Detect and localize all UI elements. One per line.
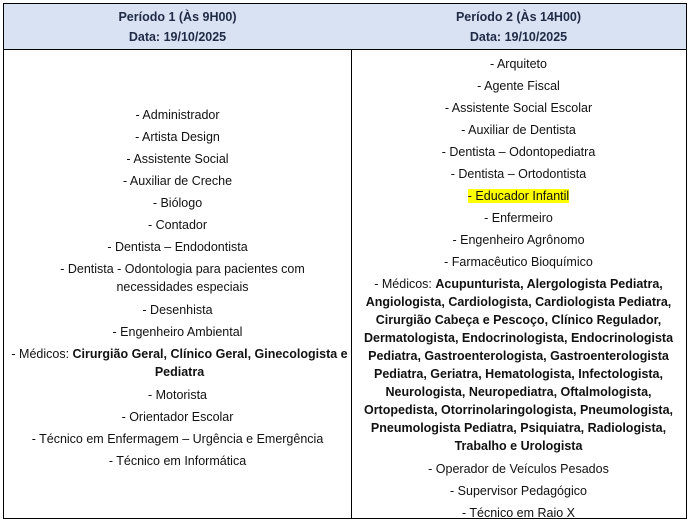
list-item: - Auxiliar de Creche [122,174,233,188]
period-2-list [351,50,686,518]
list-item: - Artista Design [135,130,220,144]
period-2-column [351,4,686,518]
list-item-highlighted [355,187,682,205]
list-item: - Agente Fiscal [477,79,560,93]
list-item: - Enfermeiro [484,211,553,225]
list-item: - Engenheiro Agrônomo [452,233,585,247]
list-item: - Técnico em Enfermagem – Urgência e Emergência [31,432,324,446]
medicos-item [10,345,349,381]
list-item: - Assistente Social [126,152,229,166]
list-item: - Operador de Veículos Pesados [428,462,609,476]
list-item: - Dentista - Odontologia para pacientes com necessidades especiais [60,262,305,294]
list-item: - Técnico em Informática [108,454,247,468]
list-item: - Motorista [147,388,208,402]
list-item: - Arquiteto [490,57,547,71]
list-item: - Dentista – Endodontista [107,240,248,254]
period-2-title: Período 2 (Às 14H00) [455,10,582,24]
period-1-list [4,50,351,518]
period-1-column [4,4,352,518]
list-item: - Biólogo [152,196,203,210]
list-item: - Farmacêutico Bioquímico [444,255,593,269]
highlighted-text: - Educador Infantil [467,189,570,203]
list-item: - Assistente Social Escolar [444,101,593,115]
list-item: - Técnico em Raio X [461,506,575,520]
list-item: - Auxiliar de Dentista [461,123,576,137]
list-item: - Administrador [135,108,220,122]
list-item: - Supervisor Pedagógico [450,484,587,498]
medicos-specialties: Acupunturista, Alergologista Pediatra, Angiologista, Cardiologista, Cardiologista Pediatra, Cirurgião Cabeça e Pescoço, Clínico Regulador, Dermatologista, Endocrinologista, Endocrinologista Pediatra, Gastroenterologista, Gastroenterologista Pediatra, Geriatra, Hematologista, Infectologista, Neurologista, Neuropediatra, Oftalmologista, Ortopedista, Otorrinolaringologista, Pneumologista, Pneumologista Pediatra, Psiquiatra, Radiologista, Trabalho e Urologista [363,277,674,453]
period-1-header [4,4,351,50]
list-item: - Desenhista [142,303,213,317]
list-item: - Engenheiro Ambiental [112,325,243,339]
period-2-date: Data: 19/10/2025 [469,30,568,44]
list-item: - Contador [147,218,208,232]
period-1-title: Período 1 (Às 9H00) [118,10,237,24]
period-2-header [351,4,686,50]
list-item: - Dentista – Ortodontista [450,167,587,181]
medicos-prefix: - Médicos: [11,347,73,361]
medicos-specialties: Cirurgião Geral, Clínico Geral, Ginecologista e Pediatra [72,347,348,379]
medicos-item [357,275,680,455]
period-1-date: Data: 19/10/2025 [128,30,227,44]
medicos-prefix: - Médicos: [374,277,436,291]
list-item: - Orientador Escolar [121,410,234,424]
list-item: - Dentista – Odontopediatra [441,145,596,159]
schedule-table [3,3,687,519]
